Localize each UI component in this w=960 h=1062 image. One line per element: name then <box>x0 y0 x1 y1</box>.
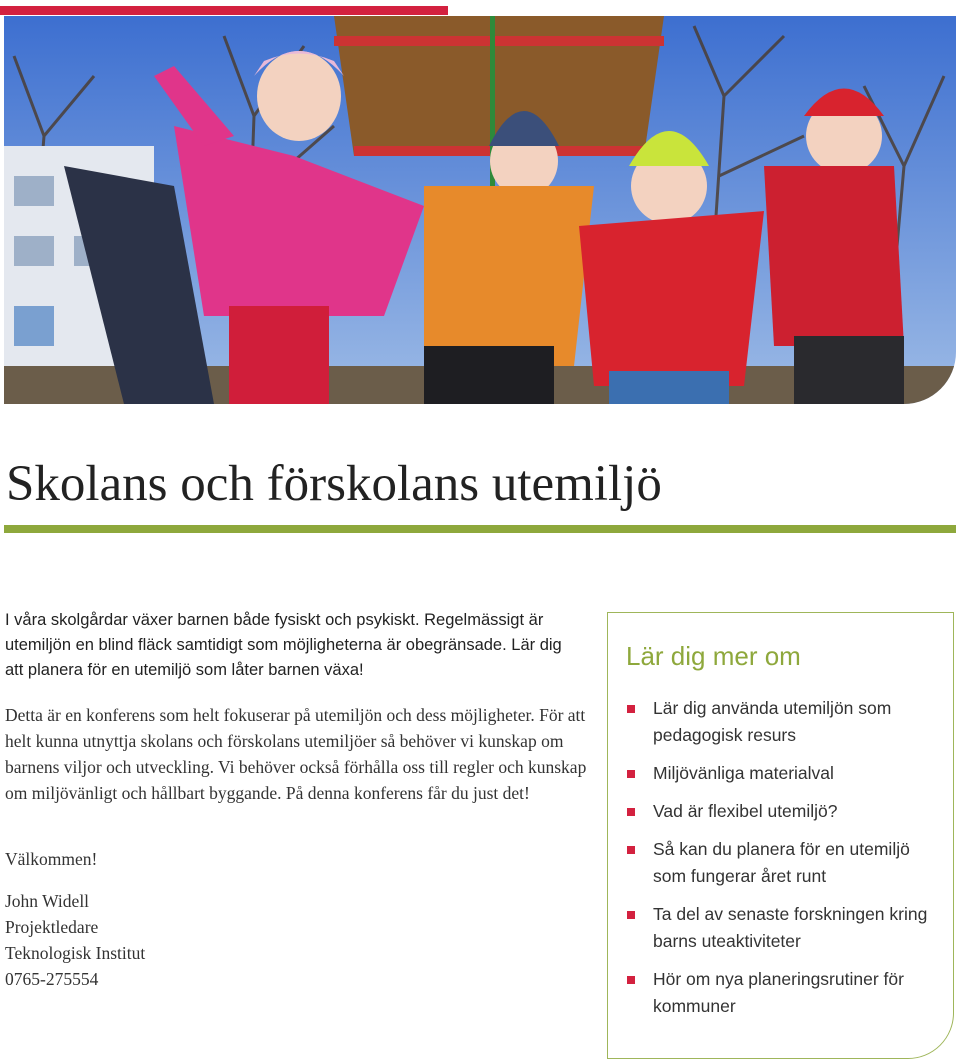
list-item-text: Ta del av senaste forskningen kring barns uteaktiviteter <box>653 904 928 951</box>
list-item <box>626 695 941 749</box>
page-title: Skolans och förskolans utemiljö <box>6 456 662 512</box>
list-item <box>626 760 941 787</box>
bullet-icon <box>627 770 635 778</box>
signature-org: Teknologisk Institut <box>5 943 146 963</box>
list-item <box>626 901 941 955</box>
bullet-icon <box>627 808 635 816</box>
list-item <box>626 798 941 825</box>
list-item-text: Så kan du planera för en utemiljö som fungerar året runt <box>653 839 910 886</box>
top-accent-bar <box>0 6 448 15</box>
hero-photo <box>4 16 956 404</box>
list-item <box>626 836 941 890</box>
title-divider <box>4 525 956 533</box>
body-paragraph: Detta är en konferens som helt fokuserar på utemiljön och dess möjligheter. För att helt kunna utnyttja skolans och förskolans utemiljöer så behöver vi kunskap om barnens viljor och utveckling. Vi behöver också förhålla oss till regler och kunskap om miljövänligt och hållbart byggande. På denna konferens får du just det! <box>5 705 587 803</box>
list-item-text: Hör om nya planeringsrutiner för kommuner <box>653 969 904 1016</box>
learn-more-list <box>626 695 941 1031</box>
list-item-text: Lär dig använda utemiljön som pedagogisk resurs <box>653 698 892 745</box>
signature-role: Projektledare <box>5 917 99 937</box>
bullet-icon <box>627 705 635 713</box>
signature-phone: 0765-275554 <box>5 969 99 989</box>
learn-more-box <box>607 612 954 1059</box>
signature-name: John Widell <box>5 891 90 911</box>
bullet-icon <box>627 911 635 919</box>
list-item-text: Miljövänliga materialval <box>653 763 834 783</box>
bullet-icon <box>627 846 635 854</box>
learn-more-title: Lär dig mer om <box>626 641 801 671</box>
list-item <box>626 966 941 1020</box>
intro-paragraph: I våra skolgårdar växer barnen både fysiskt och psykiskt. Regelmässigt är utemiljön en blind fläck samtidigt som möjligheterna är obegränsade. Lär dig att planera för en utemiljö som låter barnen växa! <box>5 611 562 679</box>
welcome-text: Välkommen! <box>5 849 98 869</box>
signature-block <box>5 888 590 992</box>
bullet-icon <box>627 976 635 984</box>
list-item-text: Vad är flexibel utemiljö? <box>653 801 838 821</box>
